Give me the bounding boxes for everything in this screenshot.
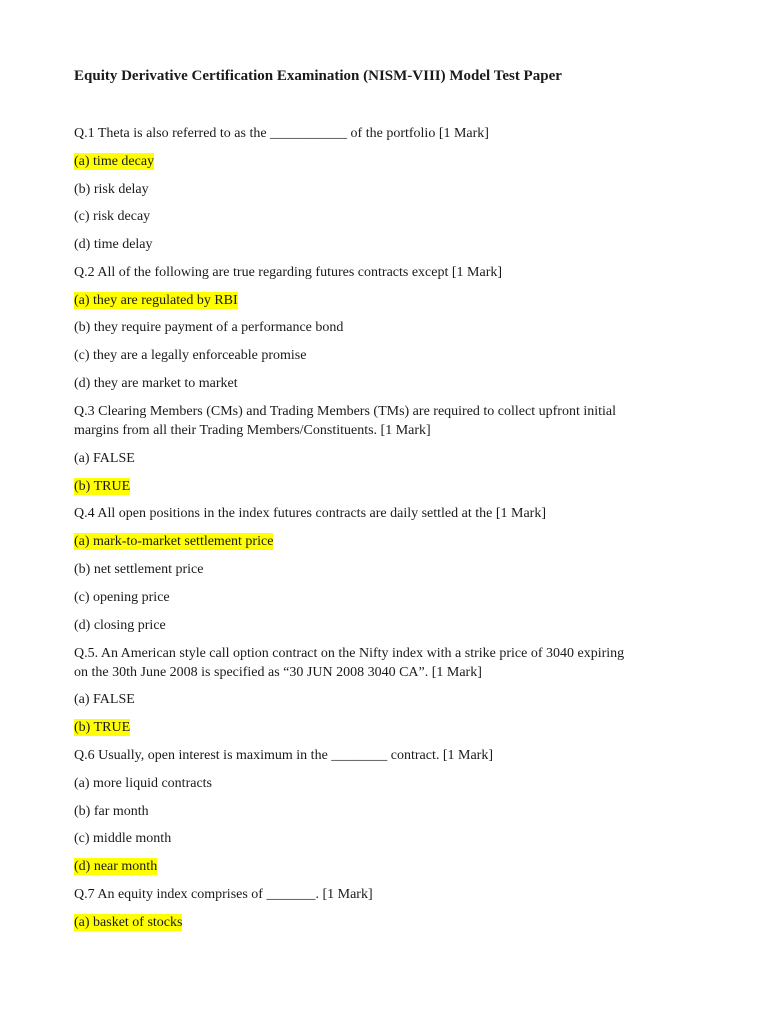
answer-highlight: (a) time decay (74, 154, 155, 169)
q4-option-b: (b) net settlement price (74, 562, 204, 577)
document-title: Equity Derivative Certification Examination (NISM-VIII) Model Test Paper (74, 68, 562, 84)
q2-option-a (74, 291, 238, 310)
question-1: Q.1 Theta is also referred to as the ___________ of the portfolio [1 Mark] (74, 126, 489, 141)
answer-highlight: (b) TRUE (74, 720, 131, 735)
q7-option-a (74, 913, 182, 932)
q1-option-d: (d) time delay (74, 237, 153, 252)
q6-option-d (74, 857, 157, 876)
question-3-line-2: margins from all their Trading Members/Constituents. [1 Mark] (74, 423, 431, 438)
q2-option-d: (d) they are market to market (74, 376, 238, 391)
question-7: Q.7 An equity index comprises of _______. [1 Mark] (74, 887, 373, 902)
q6-option-c: (c) middle month (74, 831, 172, 846)
answer-highlight: (d) near month (74, 859, 158, 874)
q1-option-c: (c) risk decay (74, 209, 151, 224)
q5-option-a: (a) FALSE (74, 692, 135, 707)
q3-option-b (74, 477, 130, 496)
q2-option-b: (b) they require payment of a performance bond (74, 320, 344, 335)
question-5-line-2: on the 30th June 2008 is specified as “30 JUN 2008 3040 CA”. [1 Mark] (74, 665, 482, 680)
answer-highlight: (a) mark-to-market settlement price (74, 534, 274, 549)
q4-option-c: (c) opening price (74, 590, 170, 605)
q4-option-d: (d) closing price (74, 618, 166, 633)
question-5-line-1: Q.5. An American style call option contract on the Nifty index with a strike price of 3040 expiring (74, 646, 625, 661)
answer-highlight: (a) they are regulated by RBI (74, 293, 238, 308)
question-2: Q.2 All of the following are true regarding futures contracts except [1 Mark] (74, 265, 503, 280)
q1-option-b: (b) risk delay (74, 182, 149, 197)
q4-option-a (74, 532, 273, 551)
question-6: Q.6 Usually, open interest is maximum in the ________ contract. [1 Mark] (74, 748, 494, 763)
q1-option-a (74, 152, 154, 171)
q5-option-b (74, 718, 130, 737)
answer-highlight: (a) basket of stocks (74, 915, 183, 930)
question-3-line-1: Q.3 Clearing Members (CMs) and Trading Members (TMs) are required to collect upfront initial (74, 404, 616, 419)
q6-option-a: (a) more liquid contracts (74, 776, 213, 791)
answer-highlight: (b) TRUE (74, 479, 131, 494)
q2-option-c: (c) they are a legally enforceable promise (74, 348, 307, 363)
q6-option-b: (b) far month (74, 804, 149, 819)
question-4: Q.4 All open positions in the index futures contracts are daily settled at the [1 Mark] (74, 506, 546, 521)
q3-option-a: (a) FALSE (74, 451, 135, 466)
